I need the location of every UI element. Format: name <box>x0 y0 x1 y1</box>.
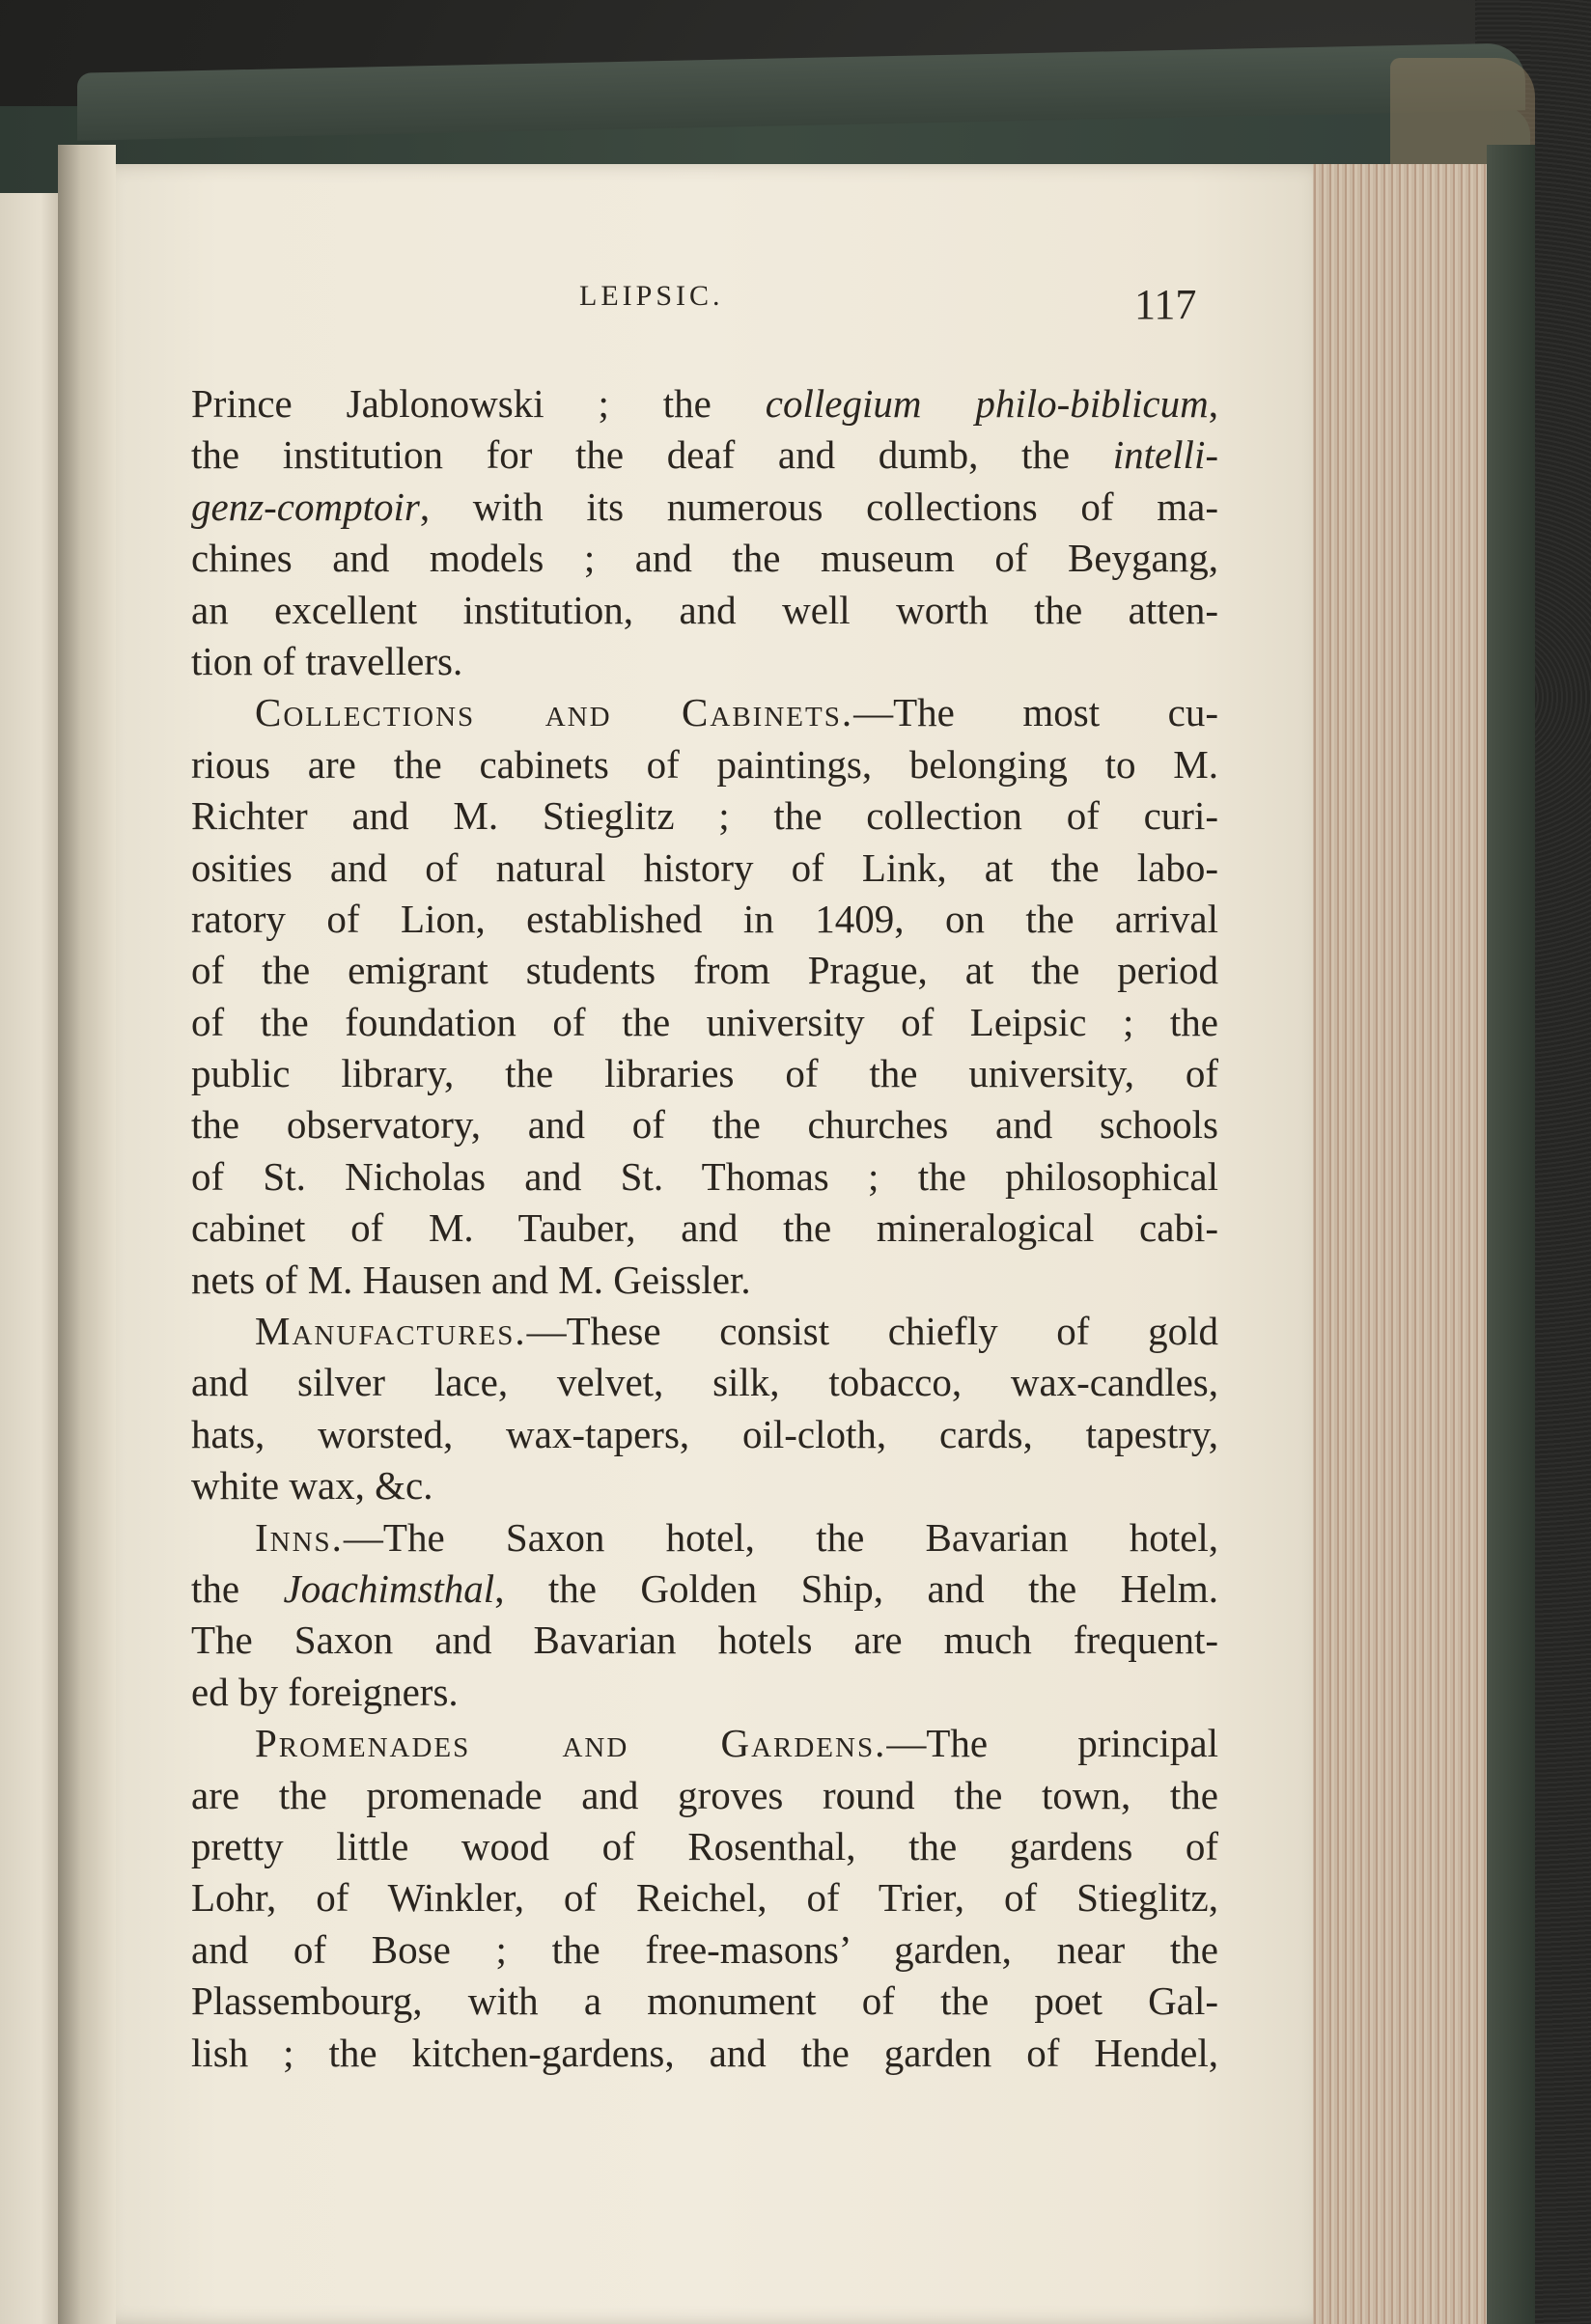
text-line <box>191 1203 1218 1254</box>
text-run: of the emigrant students from Prague, at the period <box>191 948 1218 993</box>
text-run: —These consist chiefly of gold <box>526 1309 1218 1354</box>
text-run: , with its numerous collections of ma- <box>419 484 1218 529</box>
text-line <box>191 1512 1218 1563</box>
text-run: Prince Jablonowski ; the <box>191 381 766 426</box>
text-run: of St. Nicholas and St. Thomas ; the philosophical <box>191 1153 1218 1199</box>
text-run: —The principal <box>886 1721 1218 1766</box>
text-line <box>191 1099 1218 1150</box>
body-text <box>191 378 1218 2079</box>
running-head: LEIPSIC. <box>579 280 724 312</box>
italic-text: collegium philo-biblicum <box>765 381 1209 426</box>
text-run: chines and models ; and the museum of Beygang, <box>191 536 1218 581</box>
text-run: Plassembourg, with a monument of the poet Gal- <box>191 1978 1218 2024</box>
section-heading: Manufactures. <box>255 1309 527 1354</box>
text-line <box>191 1409 1218 1460</box>
text-line <box>191 1770 1218 1821</box>
text-run: ed by foreigners. <box>191 1669 459 1714</box>
text-line <box>191 2028 1218 2079</box>
text-run: an excellent institution, and well worth the atten- <box>191 587 1218 632</box>
text-line <box>191 843 1218 894</box>
section-heading: Inns. <box>255 1514 344 1560</box>
text-run: The Saxon and Bavarian hotels are much frequent- <box>191 1618 1218 1663</box>
text-run: of the foundation of the university of Leipsic ; the <box>191 999 1218 1044</box>
text-line <box>191 1357 1218 1408</box>
italic-text: genz-comptoir <box>191 484 420 529</box>
text-line <box>191 894 1218 945</box>
text-line <box>191 687 1218 738</box>
text-run: white wax, &c. <box>191 1463 433 1508</box>
text-line <box>191 585 1218 636</box>
text-run: rious are the cabinets of paintings, belonging to M. <box>191 741 1218 787</box>
text-line <box>191 1563 1218 1615</box>
text-line <box>191 1872 1218 1923</box>
text-line <box>191 1821 1218 1872</box>
text-line <box>191 1151 1218 1203</box>
text-run: and of Bose ; the free-masons’ garden, near the <box>191 1926 1218 1972</box>
text-run: , <box>1208 381 1218 426</box>
text-run: lish ; the kitchen-gardens, and the garden of Hendel, <box>191 2030 1218 2075</box>
text-line <box>191 1306 1218 1357</box>
text-line <box>191 1460 1218 1511</box>
text-line <box>191 739 1218 790</box>
text-run: the institution for the deaf and dumb, the <box>191 432 1113 478</box>
section-heading: Collections and Cabinets. <box>255 690 854 735</box>
text-run: are the promenade and groves round the town, the <box>191 1772 1218 1817</box>
italic-text: intelli- <box>1112 432 1218 478</box>
text-run: hats, worsted, wax-tapers, oil-cloth, cards, tapestry, <box>191 1411 1218 1456</box>
text-line <box>191 1048 1218 1099</box>
text-run: Richter and M. Stieglitz ; the collection of curi- <box>191 793 1218 839</box>
text-line <box>191 1718 1218 1769</box>
text-line <box>191 1615 1218 1666</box>
section-heading: Promenades and Gardens. <box>255 1721 887 1766</box>
text-run: osities and of natural history of Link, at the labo- <box>191 844 1218 890</box>
text-line <box>191 378 1218 429</box>
text-run: Lohr, of Winkler, of Reichel, of Trier, of Stieglitz, <box>191 1875 1218 1921</box>
text-line <box>191 790 1218 842</box>
text-run: —The most cu- <box>853 690 1218 735</box>
text-line <box>191 482 1218 533</box>
page-gutter <box>58 145 116 2324</box>
text-run: —The Saxon hotel, the Bavarian hotel, <box>343 1514 1218 1560</box>
text-run: ratory of Lion, established in 1409, on the arrival <box>191 896 1218 941</box>
text-line <box>191 1255 1218 1306</box>
text-run: the <box>191 1565 284 1611</box>
text-run: cabinet of M. Tauber, and the mineralogical cabi- <box>191 1205 1218 1251</box>
text-run: pretty little wood of Rosenthal, the gardens of <box>191 1823 1218 1868</box>
text-line <box>191 1667 1218 1718</box>
text-line <box>191 429 1218 481</box>
text-line <box>191 1976 1218 2027</box>
text-run: and silver lace, velvet, silk, tobacco, wax-candles, <box>191 1360 1218 1405</box>
page-number: 117 <box>1134 281 1197 328</box>
text-line <box>191 945 1218 996</box>
text-line <box>191 997 1218 1048</box>
cover-spine-shade <box>1487 145 1535 2324</box>
text-line <box>191 636 1218 687</box>
text-line <box>191 533 1218 584</box>
text-run: , the Golden Ship, and the Helm. <box>494 1565 1218 1611</box>
text-run: the observatory, and of the churches and schools <box>191 1102 1218 1148</box>
italic-text: Joachimsthal <box>283 1565 495 1611</box>
text-line <box>191 1924 1218 1976</box>
text-run: tion of travellers. <box>191 638 463 683</box>
page-block-edge <box>1303 164 1496 2324</box>
text-run: nets of M. Hausen and M. Geissler. <box>191 1257 751 1302</box>
text-run: public library, the libraries of the university, of <box>191 1051 1218 1096</box>
